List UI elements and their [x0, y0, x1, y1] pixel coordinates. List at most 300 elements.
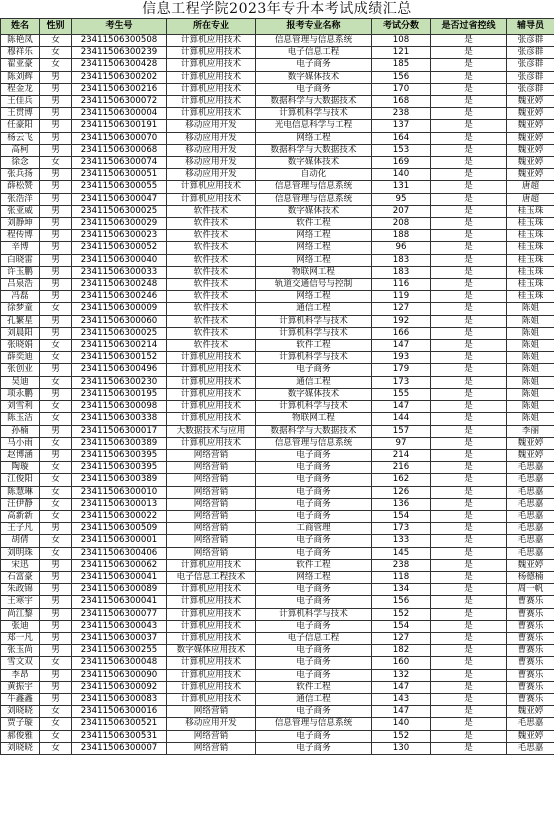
cell-gender: 女: [40, 35, 72, 47]
cell-passed: 是: [431, 35, 507, 47]
cell-exam-id: 23411506300004: [72, 108, 167, 120]
cell-passed: 是: [431, 571, 507, 583]
cell-passed: 是: [431, 291, 507, 303]
cell-target-major: 电子商务: [256, 462, 372, 474]
cell-name: 王寒宇: [1, 596, 40, 608]
cell-score: 140: [372, 169, 431, 181]
cell-gender: 男: [40, 230, 72, 242]
table-row: [1, 462, 554, 474]
cell-major: 计算机应用技术: [167, 632, 256, 644]
cell-name: 陶璇: [1, 462, 40, 474]
cell-major: 计算机应用技术: [167, 96, 256, 108]
table-row: [1, 132, 554, 144]
cell-target-major: 网络工程: [256, 571, 372, 583]
table-row: [1, 71, 554, 83]
cell-gender: 男: [40, 315, 72, 327]
cell-name: 王贯博: [1, 108, 40, 120]
cell-counselor: 毛思嘉: [507, 523, 554, 535]
cell-counselor: 张彦群: [507, 83, 554, 95]
cell-passed: 是: [431, 608, 507, 620]
cell-exam-id: 23411506300017: [72, 425, 167, 437]
cell-name: 张浩洋: [1, 193, 40, 205]
cell-exam-id: 23411506300052: [72, 242, 167, 254]
cell-target-major: 计算机科学与技术: [256, 608, 372, 620]
cell-passed: 是: [431, 498, 507, 510]
cell-name: 陈艳凤: [1, 35, 40, 47]
cell-counselor: 陈姐: [507, 352, 554, 364]
cell-score: 133: [372, 535, 431, 547]
cell-counselor: 陈姐: [507, 376, 554, 388]
cell-name: 陈刘辉: [1, 71, 40, 83]
cell-target-major: 数字媒体技术: [256, 157, 372, 169]
cell-gender: 男: [40, 571, 72, 583]
table-row: [1, 157, 554, 169]
cell-name: 郑一凡: [1, 632, 40, 644]
cell-major: 计算机应用技术: [167, 71, 256, 83]
cell-counselor: 曹赛乐: [507, 669, 554, 681]
cell-counselor: 曹赛乐: [507, 693, 554, 705]
cell-passed: 是: [431, 96, 507, 108]
table-row: [1, 437, 554, 449]
cell-counselor: 曹赛乐: [507, 620, 554, 632]
cell-counselor: 毛思嘉: [507, 486, 554, 498]
cell-name: 马小雨: [1, 437, 40, 449]
cell-score: 118: [372, 571, 431, 583]
table-row: [1, 596, 554, 608]
cell-major: 计算机应用技术: [167, 437, 256, 449]
table-row: [1, 718, 554, 730]
cell-name: 穆祥乐: [1, 47, 40, 59]
sheet-title: 信息工程学院2023年专升本考试成绩汇总: [142, 1, 412, 17]
cell-name: 汪伊静: [1, 498, 40, 510]
cell-passed: 是: [431, 388, 507, 400]
cell-exam-id: 23411506300055: [72, 181, 167, 193]
cell-score: 127: [372, 303, 431, 315]
cell-target-major: 电子商务: [256, 59, 372, 71]
table-row: [1, 608, 554, 620]
cell-exam-id: 23411506300531: [72, 730, 167, 742]
cell-counselor: 魏亚婷: [507, 437, 554, 449]
cell-passed: 是: [431, 59, 507, 71]
cell-target-major: 电子商务: [256, 742, 372, 754]
table-row: [1, 315, 554, 327]
cell-major: 计算机应用技术: [167, 559, 256, 571]
table-row: [1, 230, 554, 242]
cell-gender: 女: [40, 462, 72, 474]
cell-passed: 是: [431, 718, 507, 730]
cell-major: 计算机应用技术: [167, 47, 256, 59]
cell-major: 网络营销: [167, 510, 256, 522]
cell-name: 张迪: [1, 620, 40, 632]
cell-counselor: 魏亚婷: [507, 730, 554, 742]
cell-major: 软件技术: [167, 205, 256, 217]
table-row: [1, 510, 554, 522]
cell-gender: 男: [40, 669, 72, 681]
cell-exam-id: 23411506300216: [72, 83, 167, 95]
cell-counselor: 曹赛乐: [507, 657, 554, 669]
cell-score: 108: [372, 35, 431, 47]
cell-passed: 是: [431, 303, 507, 315]
cell-major: 网络营销: [167, 535, 256, 547]
cell-major: 软件技术: [167, 218, 256, 230]
cell-target-major: 电子商务: [256, 669, 372, 681]
cell-score: 154: [372, 620, 431, 632]
cell-major: 软件技术: [167, 291, 256, 303]
cell-passed: 是: [431, 108, 507, 120]
cell-passed: 是: [431, 181, 507, 193]
cell-passed: 是: [431, 474, 507, 486]
cell-score: 173: [372, 523, 431, 535]
table-row: [1, 523, 554, 535]
cell-counselor: 陈姐: [507, 388, 554, 400]
cell-counselor: 毛思嘉: [507, 547, 554, 559]
cell-major: 计算机应用技术: [167, 596, 256, 608]
cell-gender: 男: [40, 364, 72, 376]
cell-counselor: 陈姐: [507, 413, 554, 425]
cell-gender: 男: [40, 645, 72, 657]
cell-passed: 是: [431, 510, 507, 522]
cell-major: 移动应用开发: [167, 144, 256, 156]
cell-target-major: 自动化: [256, 169, 372, 181]
table-row: [1, 730, 554, 742]
cell-gender: 女: [40, 340, 72, 352]
cell-name: 李昂: [1, 669, 40, 681]
cell-gender: 男: [40, 327, 72, 339]
cell-score: 157: [372, 425, 431, 437]
cell-major: 计算机应用技术: [167, 376, 256, 388]
cell-gender: 女: [40, 352, 72, 364]
cell-score: 216: [372, 462, 431, 474]
cell-passed: 是: [431, 327, 507, 339]
cell-passed: 是: [431, 230, 507, 242]
cell-name: 翟亚豪: [1, 59, 40, 71]
cell-exam-id: 23411506300395: [72, 449, 167, 461]
cell-passed: 是: [431, 242, 507, 254]
cell-passed: 是: [431, 193, 507, 205]
cell-target-major: 电子信息工程: [256, 47, 372, 59]
cell-gender: 男: [40, 425, 72, 437]
cell-target-major: 电子商务: [256, 474, 372, 486]
cell-name: 高新新: [1, 510, 40, 522]
cell-score: 214: [372, 449, 431, 461]
cell-target-major: 软件工程: [256, 340, 372, 352]
cell-exam-id: 23411506300051: [72, 169, 167, 181]
cell-counselor: 毛思嘉: [507, 510, 554, 522]
table-row: [1, 340, 554, 352]
cell-gender: 男: [40, 205, 72, 217]
cell-gender: 女: [40, 303, 72, 315]
cell-major: 计算机应用技术: [167, 181, 256, 193]
cell-major: 软件技术: [167, 340, 256, 352]
cell-gender: 女: [40, 547, 72, 559]
cell-score: 173: [372, 376, 431, 388]
cell-counselor: 曹赛乐: [507, 608, 554, 620]
cell-counselor: 桂玉珠: [507, 254, 554, 266]
cell-counselor: 魏亚婷: [507, 120, 554, 132]
cell-counselor: 李丽: [507, 425, 554, 437]
cell-exam-id: 23411506300152: [72, 352, 167, 364]
cell-major: 计算机应用技术: [167, 352, 256, 364]
cell-major: 网络营销: [167, 706, 256, 718]
cell-major: 计算机应用技术: [167, 83, 256, 95]
cell-major: 计算机应用技术: [167, 388, 256, 400]
cell-passed: 是: [431, 132, 507, 144]
cell-gender: 女: [40, 157, 72, 169]
cell-exam-id: 23411506300007: [72, 742, 167, 754]
cell-counselor: 陈姐: [507, 401, 554, 413]
cell-name: 冯磊: [1, 291, 40, 303]
cell-target-major: 电子商务: [256, 83, 372, 95]
cell-exam-id: 23411506300025: [72, 205, 167, 217]
cell-major: 计算机应用技术: [167, 620, 256, 632]
cell-name: 杨云飞: [1, 132, 40, 144]
cell-name: 王子凡: [1, 523, 40, 535]
table-row: [1, 254, 554, 266]
cell-gender: 男: [40, 584, 72, 596]
cell-target-major: 数据科学与大数据技术: [256, 96, 372, 108]
cell-counselor: 曹赛乐: [507, 596, 554, 608]
cell-passed: 是: [431, 218, 507, 230]
cell-name: 白晓雷: [1, 254, 40, 266]
cell-name: 尚江黎: [1, 608, 40, 620]
cell-passed: 是: [431, 401, 507, 413]
cell-counselor: 毛思嘉: [507, 462, 554, 474]
cell-major: 软件技术: [167, 230, 256, 242]
cell-passed: 是: [431, 47, 507, 59]
cell-passed: 是: [431, 706, 507, 718]
cell-exam-id: 23411506300023: [72, 230, 167, 242]
cell-gender: 女: [40, 376, 72, 388]
cell-major: 网络营销: [167, 730, 256, 742]
cell-exam-id: 23411506300338: [72, 413, 167, 425]
cell-major: 软件技术: [167, 242, 256, 254]
cell-passed: 是: [431, 669, 507, 681]
cell-major: 计算机应用技术: [167, 364, 256, 376]
cell-gender: 女: [40, 706, 72, 718]
cell-score: 156: [372, 596, 431, 608]
cell-exam-id: 23411506300070: [72, 132, 167, 144]
cell-gender: 女: [40, 59, 72, 71]
cell-exam-id: 23411506300010: [72, 486, 167, 498]
cell-gender: 男: [40, 71, 72, 83]
cell-passed: 是: [431, 120, 507, 132]
cell-target-major: 信息管理与信息系统: [256, 35, 372, 47]
cell-major: 网络营销: [167, 474, 256, 486]
cell-score: 166: [372, 327, 431, 339]
cell-gender: 男: [40, 193, 72, 205]
cell-passed: 是: [431, 266, 507, 278]
cell-major: 计算机应用技术: [167, 59, 256, 71]
cell-name: 江俊阳: [1, 474, 40, 486]
cell-exam-id: 23411506300068: [72, 144, 167, 156]
cell-target-major: 软件工程: [256, 218, 372, 230]
cell-gender: 男: [40, 596, 72, 608]
cell-passed: 是: [431, 693, 507, 705]
cell-exam-id: 23411506300389: [72, 437, 167, 449]
cell-exam-id: 23411506300239: [72, 47, 167, 59]
cell-target-major: 数字媒体技术: [256, 71, 372, 83]
cell-counselor: 桂玉珠: [507, 279, 554, 291]
cell-major: 电子信息工程技术: [167, 571, 256, 583]
cell-passed: 是: [431, 547, 507, 559]
cell-major: 数字媒体应用技术: [167, 645, 256, 657]
cell-passed: 是: [431, 742, 507, 754]
cell-target-major: 信息管理与信息系统: [256, 437, 372, 449]
table-row: [1, 669, 554, 681]
cell-passed: 是: [431, 205, 507, 217]
table-row: [1, 242, 554, 254]
table-row: [1, 364, 554, 376]
cell-target-major: 信息管理与信息系统: [256, 181, 372, 193]
cell-target-major: 电子商务: [256, 657, 372, 669]
cell-name: 陈玉洁: [1, 413, 40, 425]
cell-exam-id: 23411506300077: [72, 608, 167, 620]
cell-exam-id: 23411506300428: [72, 59, 167, 71]
cell-gender: 男: [40, 96, 72, 108]
cell-counselor: 魏亚婷: [507, 96, 554, 108]
cell-target-major: 电子商务: [256, 486, 372, 498]
cell-score: 147: [372, 681, 431, 693]
table-row: [1, 47, 554, 59]
cell-exam-id: 23411506300395: [72, 462, 167, 474]
column-header-target-major: 报考专业名称: [256, 19, 372, 35]
cell-name: 张晓娟: [1, 340, 40, 352]
cell-score: 131: [372, 181, 431, 193]
cell-score: 193: [372, 352, 431, 364]
cell-gender: 女: [40, 498, 72, 510]
cell-name: 雪文双: [1, 657, 40, 669]
cell-exam-id: 23411506300033: [72, 266, 167, 278]
cell-major: 移动应用开发: [167, 120, 256, 132]
cell-major: 计算机应用技术: [167, 35, 256, 47]
cell-score: 95: [372, 193, 431, 205]
cell-target-major: 电子商务: [256, 584, 372, 596]
cell-exam-id: 23411506300521: [72, 718, 167, 730]
cell-counselor: 魏亚婷: [507, 706, 554, 718]
cell-major: 网络营销: [167, 449, 256, 461]
cell-score: 147: [372, 401, 431, 413]
cell-counselor: 毛思嘉: [507, 498, 554, 510]
table-row: [1, 352, 554, 364]
cell-exam-id: 23411506300214: [72, 340, 167, 352]
cell-gender: 女: [40, 742, 72, 754]
cell-target-major: 计算机科学与技术: [256, 352, 372, 364]
cell-counselor: 曹赛乐: [507, 645, 554, 657]
cell-name: 程传博: [1, 230, 40, 242]
cell-exam-id: 23411506300062: [72, 559, 167, 571]
cell-major: 计算机应用技术: [167, 413, 256, 425]
cell-target-major: 计算机科学与技术: [256, 401, 372, 413]
cell-name: 刘晓晓: [1, 742, 40, 754]
cell-target-major: 网络工程: [256, 254, 372, 266]
cell-major: 软件技术: [167, 327, 256, 339]
cell-target-major: 网络工程: [256, 230, 372, 242]
table-row: [1, 474, 554, 486]
cell-counselor: 陈姐: [507, 315, 554, 327]
cell-exam-id: 23411506300041: [72, 571, 167, 583]
cell-passed: 是: [431, 254, 507, 266]
cell-counselor: 唐超: [507, 181, 554, 193]
cell-target-major: 电子商务: [256, 364, 372, 376]
cell-gender: 男: [40, 291, 72, 303]
cell-gender: 男: [40, 169, 72, 181]
cell-name: 刘晓晓: [1, 706, 40, 718]
cell-gender: 男: [40, 181, 72, 193]
table-row: [1, 693, 554, 705]
table-row: [1, 498, 554, 510]
cell-target-major: 通信工程: [256, 693, 372, 705]
cell-gender: 男: [40, 218, 72, 230]
cell-score: 182: [372, 645, 431, 657]
cell-target-major: 数字媒体技术: [256, 205, 372, 217]
cell-exam-id: 23411506300022: [72, 510, 167, 522]
cell-score: 207: [372, 205, 431, 217]
column-header-score: 考试分数: [372, 19, 431, 35]
cell-passed: 是: [431, 144, 507, 156]
cell-score: 153: [372, 144, 431, 156]
cell-gender: 女: [40, 657, 72, 669]
cell-passed: 是: [431, 681, 507, 693]
cell-passed: 是: [431, 584, 507, 596]
table-row: [1, 645, 554, 657]
cell-exam-id: 23411506300016: [72, 706, 167, 718]
cell-exam-id: 23411506300029: [72, 218, 167, 230]
cell-exam-id: 23411506300009: [72, 303, 167, 315]
table-row: [1, 632, 554, 644]
cell-counselor: 唐超: [507, 193, 554, 205]
cell-exam-id: 23411506300230: [72, 376, 167, 388]
cell-score: 208: [372, 218, 431, 230]
cell-exam-id: 23411506300191: [72, 120, 167, 132]
cell-gender: 女: [40, 413, 72, 425]
table-row: [1, 218, 554, 230]
table-row: [1, 620, 554, 632]
cell-target-major: 通信工程: [256, 303, 372, 315]
cell-name: 张创业: [1, 364, 40, 376]
cell-target-major: 电子商务: [256, 510, 372, 522]
table-row: [1, 169, 554, 181]
cell-score: 169: [372, 157, 431, 169]
table-row: [1, 279, 554, 291]
cell-major: 网络营销: [167, 523, 256, 535]
table-row: [1, 193, 554, 205]
table-row: [1, 449, 554, 461]
cell-score: 127: [372, 632, 431, 644]
cell-major: 大数据技术与应用: [167, 425, 256, 437]
cell-exam-id: 23411506300092: [72, 681, 167, 693]
cell-gender: 男: [40, 279, 72, 291]
cell-exam-id: 23411506300001: [72, 535, 167, 547]
cell-exam-id: 23411506300089: [72, 584, 167, 596]
cell-counselor: 毛思嘉: [507, 474, 554, 486]
cell-gender: 男: [40, 132, 72, 144]
cell-passed: 是: [431, 71, 507, 83]
cell-counselor: 陈姐: [507, 327, 554, 339]
cell-target-major: 数字媒体技术: [256, 388, 372, 400]
cell-passed: 是: [431, 620, 507, 632]
column-header-major: 所在专业: [167, 19, 256, 35]
cell-name: 吕泉浩: [1, 279, 40, 291]
table-row: [1, 584, 554, 596]
cell-counselor: 桂玉珠: [507, 218, 554, 230]
cell-counselor: 桂玉珠: [507, 230, 554, 242]
cell-passed: 是: [431, 596, 507, 608]
cell-gender: 男: [40, 693, 72, 705]
cell-name: 黄振宇: [1, 681, 40, 693]
cell-target-major: 物联网工程: [256, 266, 372, 278]
cell-score: 152: [372, 730, 431, 742]
cell-exam-id: 23411506300202: [72, 71, 167, 83]
